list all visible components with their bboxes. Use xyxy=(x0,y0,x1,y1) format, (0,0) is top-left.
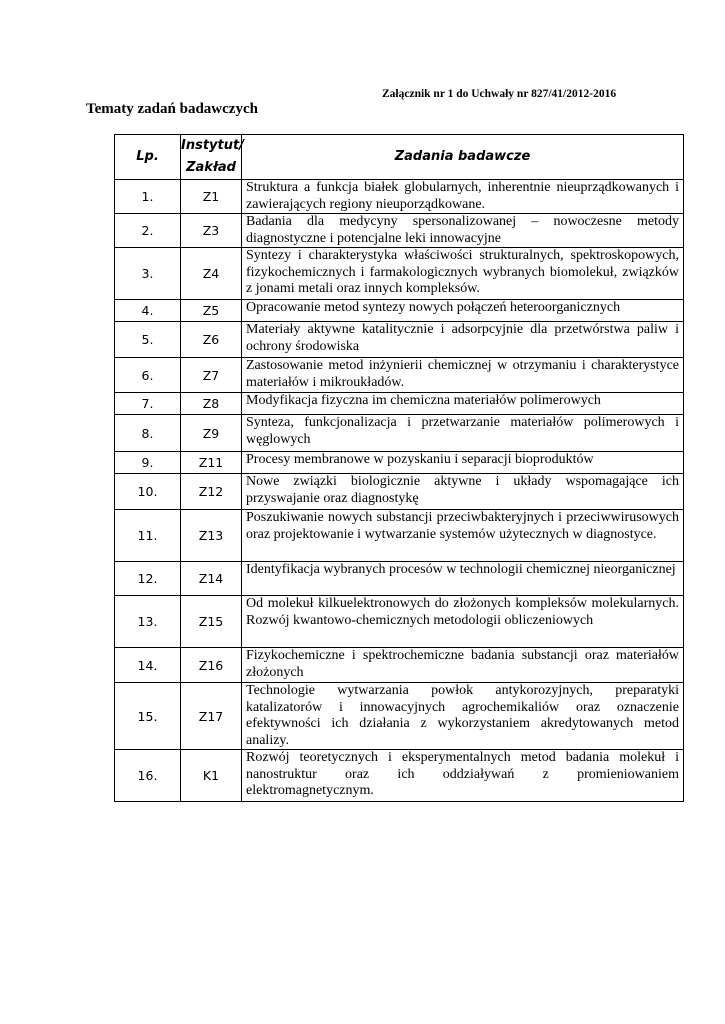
table-row xyxy=(115,415,684,452)
table-row xyxy=(115,683,684,750)
unit-code: Z16 xyxy=(181,648,242,683)
table-row xyxy=(115,180,684,214)
unit-code: Z13 xyxy=(181,510,242,562)
task-description: Rozwój teoretycznych i eksperymentalnych metod badania molekuł i nanostruktur oraz ich oddziaływań z promieniowaniem elektromagnetycznym. xyxy=(242,750,684,802)
task-description: Syntezy i charakterystyka właściwości strukturalnych, spektroskopowych, fizykochemicznych i farmakologicznych wybranych biomolekuł, związków z jonami metali oraz innych kompleksów. xyxy=(242,248,684,300)
row-number: 15. xyxy=(115,683,181,750)
unit-code: Z12 xyxy=(181,474,242,510)
column-header-institute-line2: Zakład xyxy=(186,160,236,175)
task-description: Synteza, funkcjonalizacja i przetwarzanie materiałów polimerowych i węglowych xyxy=(242,415,684,452)
task-description: Fizykochemiczne i spektrochemiczne badania substancji oraz materiałów złożonych xyxy=(242,648,684,683)
unit-code: Z4 xyxy=(181,248,242,300)
table-row xyxy=(115,474,684,510)
unit-code: Z11 xyxy=(181,452,242,474)
annex-label: Załącznik nr 1 do Uchwały nr 827/41/2012-2016 xyxy=(382,88,617,100)
row-number: 5. xyxy=(115,322,181,358)
table-row xyxy=(115,510,684,562)
table-header-row xyxy=(115,135,684,180)
task-description: Identyfikacja wybranych procesów w technologii chemicznej nieorganicznej xyxy=(242,562,684,596)
row-number: 8. xyxy=(115,415,181,452)
task-description: Modyfikacja fizyczna im chemiczna materiałów polimerowych xyxy=(242,393,684,415)
column-header-institute-line1: Instytut/ xyxy=(181,138,244,153)
task-description: Od molekuł kilkuelektronowych do złożonych kompleksów molekularnych. Rozwój kwantowo-chemicznych metodologii obliczeniowych xyxy=(242,596,684,648)
table-row xyxy=(115,322,684,358)
unit-code: Z5 xyxy=(181,300,242,322)
row-number: 4. xyxy=(115,300,181,322)
row-number: 13. xyxy=(115,596,181,648)
row-number: 14. xyxy=(115,648,181,683)
unit-code: Z7 xyxy=(181,358,242,393)
table-row xyxy=(115,596,684,648)
unit-code: K1 xyxy=(181,750,242,802)
table-row xyxy=(115,750,684,802)
row-number: 11. xyxy=(115,510,181,562)
task-description: Materiały aktywne katalitycznie i adsorpcyjnie dla przetwórstwa paliw i ochrony środowiska xyxy=(242,322,684,358)
unit-code: Z9 xyxy=(181,415,242,452)
row-number: 9. xyxy=(115,452,181,474)
unit-code: Z1 xyxy=(181,180,242,214)
row-number: 3. xyxy=(115,248,181,300)
task-description: Technologie wytwarzania powłok antykorozyjnych, preparatyki katalizatorów i innowacyjnych agrochemikaliów oraz oznaczenie efektywności ich działania z wykorzystaniem akredytowanych metod analizy. xyxy=(242,683,684,750)
research-tasks-table xyxy=(114,134,684,802)
table-row xyxy=(115,214,684,248)
unit-code: Z14 xyxy=(181,562,242,596)
row-number: 16. xyxy=(115,750,181,802)
row-number: 1. xyxy=(115,180,181,214)
table-row xyxy=(115,393,684,415)
table-row xyxy=(115,300,684,322)
document-title: Tematy zadań badawczych xyxy=(86,101,258,117)
table-row xyxy=(115,648,684,683)
unit-code: Z17 xyxy=(181,683,242,750)
row-number: 2. xyxy=(115,214,181,248)
row-number: 12. xyxy=(115,562,181,596)
unit-code: Z15 xyxy=(181,596,242,648)
task-description: Poszukiwanie nowych substancji przeciwbakteryjnych i przeciwwirusowych oraz projektowanie i wytwarzanie systemów użytecznych w diagnostyce. xyxy=(242,510,684,562)
table-row xyxy=(115,358,684,393)
task-description: Zastosowanie metod inżynierii chemicznej w otrzymaniu i charakterystyce materiałów i mikroukładów. xyxy=(242,358,684,393)
table-row xyxy=(115,452,684,474)
unit-code: Z8 xyxy=(181,393,242,415)
task-description: Struktura a funkcja białek globularnych, inherentnie nieuprządkowanych i zawierających regiony nieuporządkowane. xyxy=(242,180,684,214)
column-header-lp: Lp. xyxy=(115,135,181,180)
row-number: 6. xyxy=(115,358,181,393)
unit-code: Z6 xyxy=(181,322,242,358)
task-description: Badania dla medycyny spersonalizowanej – nowoczesne metody diagnostyczne i potencjalne leki innowacyjne xyxy=(242,214,684,248)
unit-code: Z3 xyxy=(181,214,242,248)
task-description: Opracowanie metod syntezy nowych połączeń heteroorganicznych xyxy=(242,300,684,322)
row-number: 10. xyxy=(115,474,181,510)
table-row xyxy=(115,248,684,300)
row-number: 7. xyxy=(115,393,181,415)
column-header-institute xyxy=(181,135,242,180)
table-row xyxy=(115,562,684,596)
column-header-tasks: Zadania badawcze xyxy=(242,135,684,180)
task-description: Procesy membranowe w pozyskaniu i separacji bioproduktów xyxy=(242,452,684,474)
task-description: Nowe związki biologicznie aktywne i układy wspomagające ich przyswajanie oraz diagnostykę xyxy=(242,474,684,510)
